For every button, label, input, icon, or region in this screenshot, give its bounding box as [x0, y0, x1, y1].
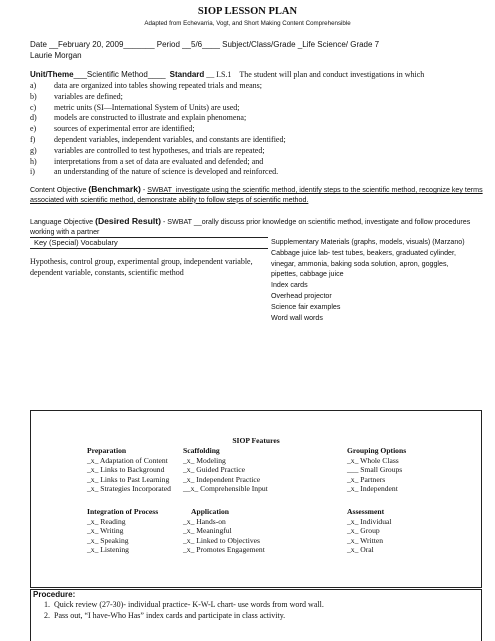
content-objective-text: SWBAT_investigate using the scientific method, identify steps to the scientific method, recognize key terms associated with scientific method, demonstrate ability to follow steps of scientific method.	[30, 186, 483, 204]
materials-line: vinegar, ammonia, baking soda solution, apron, goggles,	[271, 259, 449, 268]
date-line: Date __February 20, 2009_______ Period __5/6____ Subject/Class/Grade _Life Science/ Grade 7	[30, 40, 380, 49]
siop-column-preparation: Preparation _x_ Adaptation of Content _x_ Links to Background _x_ Links to Past Learning _x_ Strategies Incorporated	[87, 446, 171, 494]
vocabulary-materials-section	[30, 237, 480, 363]
siop-column-grouping: Grouping Options _x_ Whole Class ___ Small Groups _x_ Partners _x_ Independent	[347, 446, 407, 494]
procedure-step: 1. Quick review (27-30)- individual practice- K-W-L chart- use words from word wall.	[44, 600, 324, 609]
list-item: h) interpretations from a set of data are evaluated and defended; and	[30, 156, 264, 166]
materials-line: pipettes, cabbage juice	[271, 270, 344, 279]
list-item: i) an understanding of the nature of science is developed and reinforced.	[30, 167, 279, 177]
procedure-step: 2. Pass out, “I have-Who Has” index cards and participate in class activity.	[44, 610, 286, 620]
list-item: a) data are organized into tables showing repeated trials and means;	[30, 81, 262, 90]
siop-column-application: Application _x_ Hands-on _x_ Meaningful _x_ Linked to Objectives _x_ Promotes Engagement	[183, 507, 265, 555]
standard-items-list	[30, 81, 470, 178]
list-item: d) models are constructed to illustrate and explain phenomena;	[30, 113, 247, 123]
language-objective-label: Language Objective	[30, 218, 96, 226]
materials-line: Cabbage juice lab- test tubes, beakers, graduated cylinder,	[271, 248, 456, 257]
list-item: f) dependent variables, independent variables, and constants are identified;	[30, 134, 286, 144]
procedure-title: Procedure:	[33, 590, 76, 599]
vocabulary-text: Hypothesis, control group, experimental group, independent variable, dependent variable, constants, scientific method	[30, 257, 253, 277]
content-objective-bold: (Benchmark)	[88, 184, 141, 194]
list-item: c) metric units (SI—International System of Units) are used;	[30, 102, 240, 112]
materials-line: Overhead projector	[271, 291, 332, 300]
materials-box	[271, 237, 480, 323]
procedure-box	[30, 589, 482, 641]
siop-features-box	[30, 410, 482, 588]
materials-line: Index cards	[271, 281, 308, 290]
content-objective-label: Content Objective	[30, 186, 89, 194]
unit-label: Unit/Theme	[30, 70, 74, 79]
language-objective-bold: (Desired Result)	[95, 216, 161, 226]
standard-label: Standard	[169, 70, 205, 79]
materials-line: Science fair examples	[271, 302, 341, 311]
content-objective: Content Objective (Benchmark) - SWBAT_investigate using the scientific method, identify steps to the scientific method, recognize key terms associated with scientific method, demonstrate ability to follow steps of scientific method.	[30, 184, 483, 204]
list-item: g) variables are controlled to test hypotheses, and trials are repeated;	[30, 145, 265, 155]
materials-line: Word wall words	[271, 313, 323, 322]
standard-text: The student will plan and conduct investigations in which	[239, 70, 425, 79]
list-item: b) variables are defined;	[30, 91, 123, 101]
page-title: SIOP LESSON PLAN	[197, 6, 298, 17]
page-subtitle: Adapted from Echevarria, Vogt, and Short Making Content Comprehensible	[144, 20, 351, 27]
siop-column-integration: Integration of Process _x_ Reading _x_ Writing _x_ Speaking _x_ Listening	[87, 507, 159, 555]
language-objective	[30, 217, 485, 237]
unit-standard-line	[30, 70, 480, 81]
siop-column-scaffolding: Scaffolding _x_ Modeling _x_ Guided Practice _x_ Independent Practice __x_ Comprehensible Input	[183, 446, 268, 494]
unit-value: ___Scientific Method____	[73, 70, 166, 79]
standard-value: __ I.S.1	[206, 70, 232, 79]
vocabulary-box	[30, 237, 268, 364]
teacher-name: Laurie Morgan	[30, 51, 82, 60]
materials-header: Supplementary Materials (graphs, models, visuals) (Marzano)	[271, 238, 465, 246]
siop-features-title: SIOP Features	[232, 436, 280, 445]
procedure-steps	[31, 600, 481, 621]
list-item: e) sources of experimental error are identified;	[30, 124, 195, 134]
language-objective-text: - SWBAT __orally discuss prior knowledge on scientific method, investigate and follow procedures working with a partner	[30, 218, 471, 236]
siop-column-assessment: Assessment _x_ Individual _x_ Group _x_ Written _x_ Oral	[347, 507, 392, 555]
vocabulary-header: Key (Special) Vocabulary	[30, 238, 268, 249]
